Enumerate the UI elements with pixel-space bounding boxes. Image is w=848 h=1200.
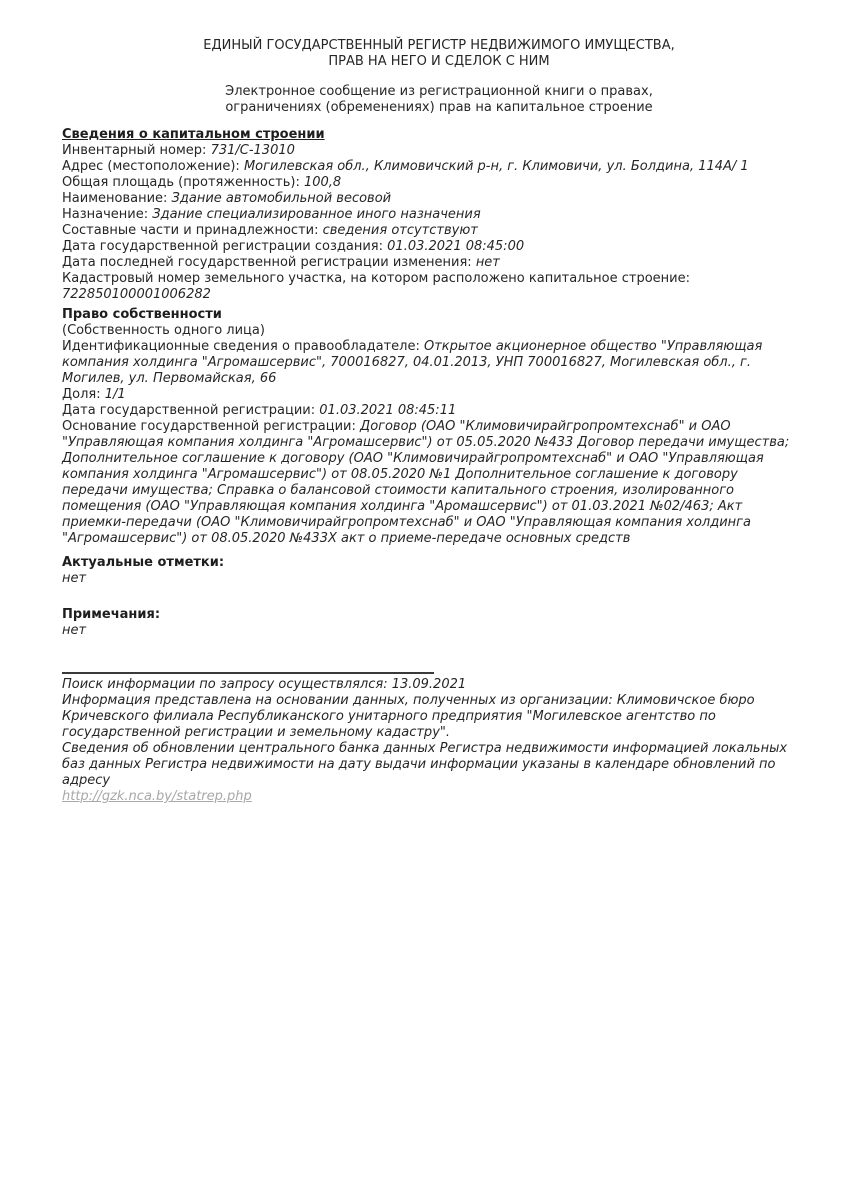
field-value: 01.03.2021 08:45:11 [319,403,457,418]
ownership-type-note: (Собственность одного лица) [62,323,265,338]
field-label: Дата государственной регистрации: [62,403,316,418]
field-label: Общая площадь (протяженность): [62,175,300,190]
marks-section-heading: Актуальные отметки: [62,555,225,570]
building-section-heading: Сведения о капитальном строении [62,127,325,142]
field-value: 731/С-13010 [210,143,295,158]
field-total-area [62,175,802,191]
document-subtitle-line2: ограничениях (обременениях) прав на капитальное строение [225,100,653,115]
field-value: 1/1 [104,387,126,402]
footer-update-info: Сведения об обновлении центрального банка данных Регистра недвижимости информацией локальных баз данных Регистра недвижимости на дату выдачи информации указаны в календаре обновлений по адресу [62,741,788,788]
field-land-cadastral-number [62,271,802,303]
footer-search-line: Поиск информации по запросу осуществлялся: 13.09.2021 [62,677,467,692]
footer-calendar-link[interactable]: http://gzk.nca.by/statrep.php [62,789,252,804]
field-label: Составные части и принадлежности: [62,223,319,238]
field-creation-registration-date [62,239,802,255]
field-name [62,191,802,207]
field-value: Открытое акционерное общество "Управляющая компания холдинга "Агромашсервис", 700016827, 04.01.2013, УНП 700016827, Могилевская обл., г. Могилев, ул. Первомайская, 66 [62,339,763,386]
field-value: сведения отсутствуют [322,223,478,238]
field-value: Здание специализированное иного назначения [152,207,481,222]
footer-source-info: Информация представлена на основании данных, полученных из организации: Климовичское бюро Кричевского филиала Республиканского унитарного предприятия "Могилевское агентство по государственной регистрации и земельному кадастру". [62,693,755,740]
field-label: Доля: [62,387,101,402]
field-address [62,159,802,175]
marks-section [62,555,802,587]
document-body [62,127,802,805]
document-subtitle [34,84,844,116]
field-label: Адрес (местоположение): [62,159,240,174]
field-label: Дата государственной регистрации создания: [62,239,384,254]
field-inventory-number [62,143,802,159]
register-title-line1: ЕДИНЫЙ ГОСУДАРСТВЕННЫЙ РЕГИСТР НЕДВИЖИМОГО ИМУЩЕСТВА, [203,38,675,53]
field-value: Договор (ОАО "Климовичирайгропромтехснаб" и ОАО "Управляющая компания холдинга "Агромашсервис") от 05.05.2020 №433 Договор передачи имущества; Дополнительное соглашение к договору (ОАО "Климовичирайгропромтехснаб" и ОАО "Управляющая компания холдинга "Агромашсервис") от 08.05.2020 №1 Дополнительное соглашение к договору передачи имущества; Справка о балансовой стоимости капитального строения, изолированного помещения (ОАО "Управляющая компания холдинга "Аромашсервис") от 01.03.2021 №02/463; Акт приемки-передачи (ОАО "Климовичирайгропромтехснаб" и ОАО "Управляющая компания холдинга "Агромашсервис") от 08.05.2020 №433Х акт о приеме-передаче основных средств [62,419,790,546]
register-title [34,38,844,70]
field-label: Наименование: [62,191,168,206]
field-rightsholder-identification [62,339,802,387]
register-title-line2: ПРАВ НА НЕГО И СДЕЛОК С НИМ [328,54,550,69]
field-components [62,223,802,239]
field-label: Основание государственной регистрации: [62,419,356,434]
field-change-registration-date [62,255,802,271]
ownership-section-heading: Право собственности [62,307,222,322]
field-label: Инвентарный номер: [62,143,207,158]
field-label: Кадастровый номер земельного участка, на котором расположено капитальное строение: [62,271,690,286]
notes-section [62,607,802,639]
field-value: нет [475,255,500,270]
field-purpose [62,207,802,223]
marks-value: нет [62,571,87,586]
field-label: Назначение: [62,207,149,222]
field-label: Дата последней государственной регистрации изменения: [62,255,472,270]
notes-section-heading: Примечания: [62,607,161,622]
field-value: Могилевская обл., Климовичский р-н, г. Климовичи, ул. Болдина, 114А/ 1 [243,159,749,174]
field-registration-basis [62,419,802,547]
field-value: 01.03.2021 08:45:00 [387,239,525,254]
ownership-section [62,307,802,547]
document-footer [62,672,802,805]
building-info-section [62,127,802,303]
document-subtitle-line1: Электронное сообщение из регистрационной книги о правах, [225,84,653,99]
field-share [62,387,802,403]
field-value: 722850100001006282 [62,287,211,302]
field-value: Здание автомобильной весовой [171,191,392,206]
document-header [0,0,848,116]
notes-value: нет [62,623,87,638]
field-registration-date [62,403,802,419]
field-label: Идентификационные сведения о правообладателе: [62,339,420,354]
footer-divider [62,672,434,674]
field-value: 100,8 [303,175,342,190]
